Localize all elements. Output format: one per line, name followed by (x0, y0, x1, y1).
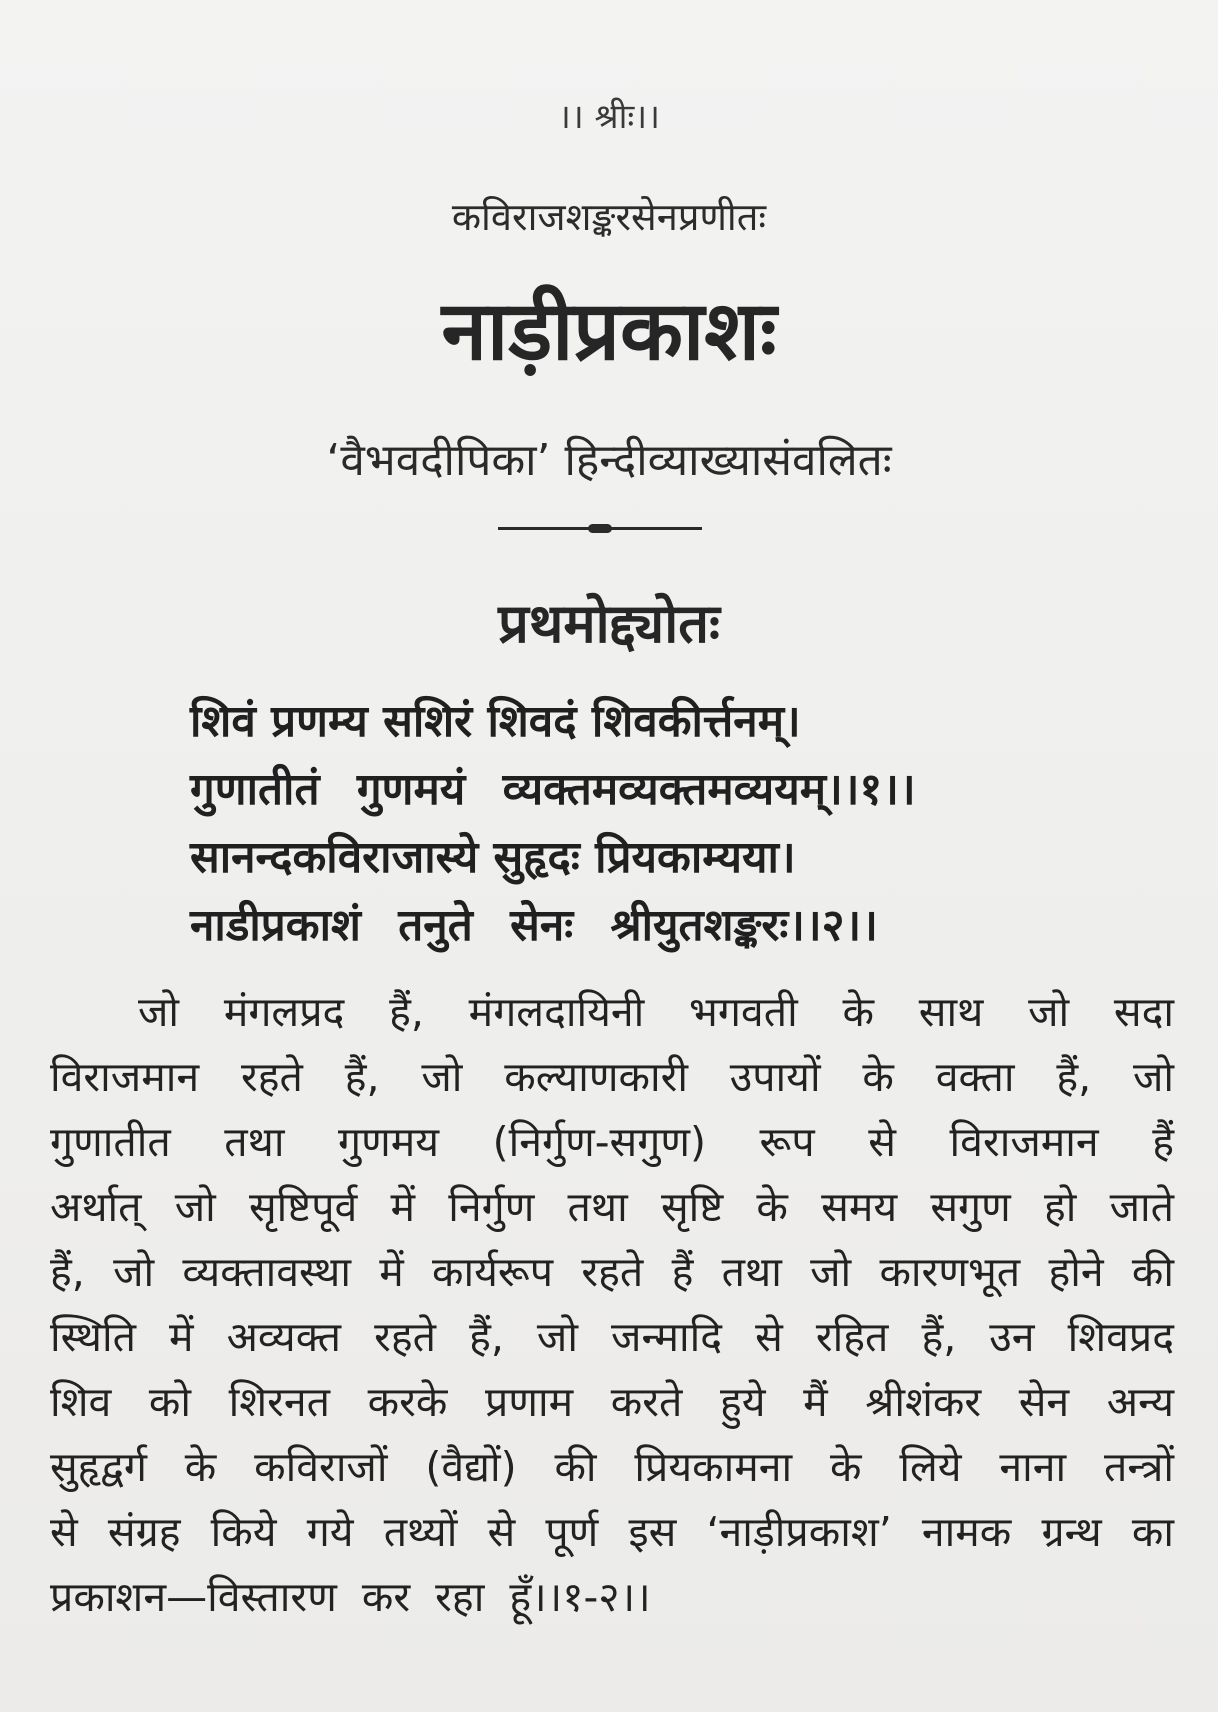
commentary-line: शिव को शिरनत करके प्रणाम करते हुये मैं श्रीशंकर सेन अन्य (50, 1378, 1174, 1426)
book-subtitle: ‘वैभवदीपिका’ हिन्दीव्याख्यासंवलितः (326, 435, 892, 486)
commentary-line: अर्थात् जो सृष्टिपूर्व में निर्गुण तथा सृष्टि के समय सगुण हो जाते (50, 1183, 1174, 1231)
commentary-line: सुहृद्वर्ग के कविराजों (वैद्यों) की प्रियकामना के लिये नाना तन्त्रों (50, 1443, 1174, 1491)
verse-line: सानन्दकविराजास्ये सुहृदः प्रियकाम्यया। (190, 832, 796, 883)
commentary-line: विराजमान रहते हैं, जो कल्याणकारी उपायों के वक्ता हैं, जो (50, 1053, 1174, 1101)
verse-line: गुणातीतं गुणमयं व्यक्तमव्यक्तमव्ययम्।।१।। (190, 764, 916, 815)
commentary-line: से संग्रह किये गये तथ्यों से पूर्ण इस ‘नाड़ीप्रकाश’ नामक ग्रन्थ का (50, 1508, 1174, 1556)
invocation: ।। श्रीः।। (557, 97, 661, 137)
divider-ornament (588, 524, 612, 533)
verse-block (190, 688, 1090, 960)
author-line: कविराजशङ्करसेनप्रणीतः (451, 195, 767, 239)
book-title: नाड़ीप्रकाशः (441, 284, 777, 379)
commentary-paragraph (50, 980, 1174, 1630)
verse-line: शिवं प्रणम्य सशिरं शिवदं शिवकीर्त्तनम्। (190, 696, 801, 747)
commentary-line: प्रकाशन—विस्तारण कर रहा हूँ।।१-२।। (50, 1573, 651, 1621)
verse-line: नाडीप्रकाशं तनुते सेनः श्रीयुतशङ्करः।।२।। (190, 900, 878, 951)
chapter-heading: प्रथमोद्द्योतः (498, 592, 720, 655)
commentary-line: जो मंगलप्रद हैं, मंगलदायिनी भगवती के साथ जो सदा (138, 988, 1174, 1036)
commentary-line: स्थिति में अव्यक्त रहते हैं, जो जन्मादि से रहित हैं, उन शिवप्रद (50, 1313, 1174, 1361)
commentary-line: गुणातीत तथा गुणमय (निर्गुण-सगुण) रूप से विराजमान हैं (50, 1118, 1174, 1166)
commentary-line: हैं, जो व्यक्तावस्था में कार्यरूप रहते हैं तथा जो कारणभूत होने की (50, 1248, 1174, 1296)
